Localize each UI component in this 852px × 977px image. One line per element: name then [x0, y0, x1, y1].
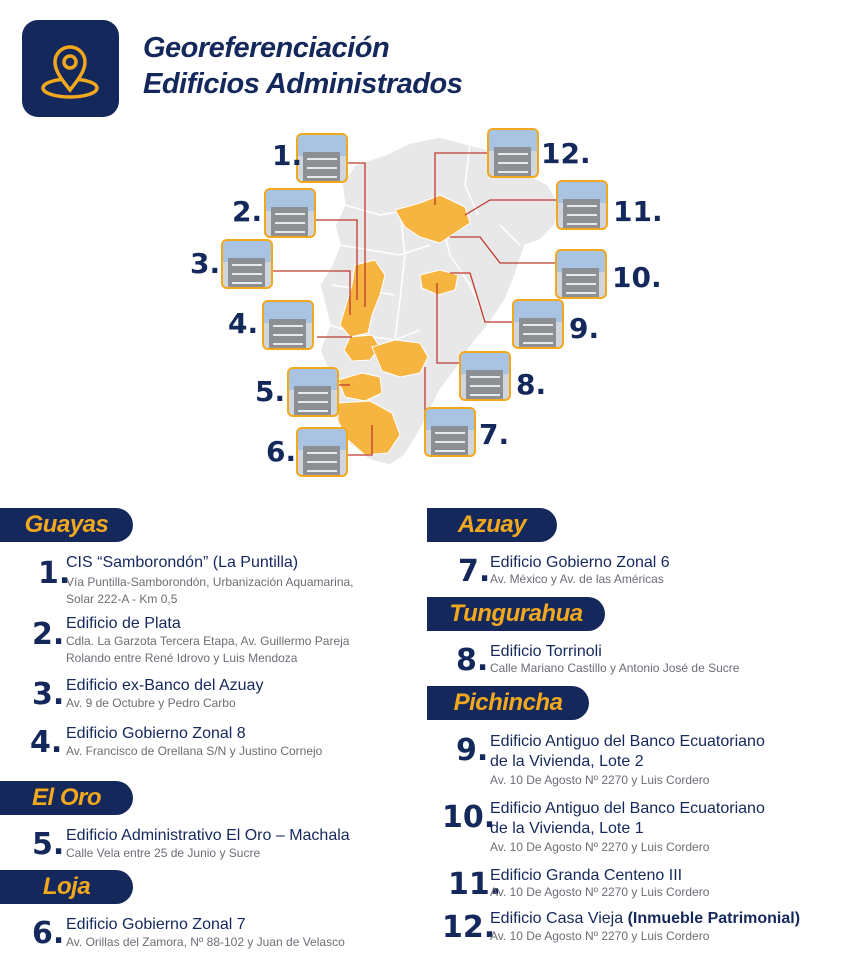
map-marker-8: 8. [516, 368, 547, 401]
item-name-bold: (Inmueble Patrimonial) [627, 910, 801, 927]
section-tungurahua: Tungurahua [427, 597, 605, 631]
title-line-2: Edificios Administrados [143, 68, 463, 100]
item-name [490, 909, 800, 929]
building-photo-2 [264, 188, 316, 238]
map-marker-7: 7. [479, 418, 510, 451]
item-address: Av. México y Av. de las Américas [490, 572, 664, 586]
map-marker-6: 6. [266, 435, 297, 468]
map-marker-3: 3. [190, 247, 221, 280]
building-photo-6 [296, 427, 348, 477]
building-photo-3 [221, 239, 273, 289]
location-pin-icon [22, 20, 119, 117]
item-number: 9. [456, 733, 489, 768]
map-marker-1: 1. [272, 139, 303, 172]
item-number: 1. [38, 556, 71, 591]
item-number: 3. [32, 677, 65, 712]
ecuador-map [0, 125, 852, 495]
item-name: CIS “Samborondón” (La Puntilla) [66, 554, 299, 571]
item-number: 2. [32, 617, 65, 652]
item-name: Edificio Administrativo El Oro – Machala [66, 827, 350, 844]
building-photo-10 [555, 249, 607, 299]
item-name: de la Vivienda, Lote 2 [490, 753, 644, 770]
item-number: 12. [442, 910, 496, 945]
item-name: de la Vivienda, Lote 1 [490, 820, 644, 837]
section-el-oro: El Oro [0, 781, 133, 815]
section-loja: Loja [0, 870, 133, 904]
item-address: Calle Vela entre 25 de Junio y Sucre [66, 846, 261, 860]
item-address: Av. 9 de Octubre y Pedro Carbo [66, 696, 236, 710]
item-name: Edificio Antiguo del Banco Ecuatoriano [490, 733, 765, 750]
section-pichincha: Pichincha [427, 686, 589, 720]
title-line-1: Georeferenciación [143, 32, 390, 64]
item-number: 5. [32, 827, 65, 862]
map-marker-5: 5. [255, 375, 286, 408]
building-photo-7 [424, 407, 476, 457]
item-name: Edificio Gobierno Zonal 8 [66, 725, 246, 742]
logo-badge [22, 20, 119, 117]
building-photo-5 [287, 367, 339, 417]
item-number: 4. [30, 725, 63, 760]
item-name: Edificio ex-Banco del Azuay [66, 677, 264, 694]
building-photo-8 [459, 351, 511, 401]
map-marker-2: 2. [232, 195, 263, 228]
item-name: Edificio Torrinoli [490, 643, 602, 660]
map-marker-4: 4. [228, 307, 259, 340]
item-address: Av. 10 De Agosto Nº 2270 y Luis Cordero [490, 773, 710, 787]
item-address: Rolando entre René Idrovo y Luis Mendoza [66, 651, 298, 665]
item-address: Av. 10 De Agosto Nº 2270 y Luis Cordero [490, 840, 710, 854]
item-name: Edificio Antiguo del Banco Ecuatoriano [490, 800, 765, 817]
map-marker-9: 9. [569, 312, 600, 345]
building-photo-1 [296, 133, 348, 183]
map-marker-10: 10. [612, 261, 662, 294]
section-guayas: Guayas [0, 508, 133, 542]
building-photo-11 [556, 180, 608, 230]
item-name: Edificio Gobierno Zonal 6 [490, 554, 670, 571]
item-address: Solar 222-A - Km 0,5 [66, 592, 178, 606]
item-address: Av. Orillas del Zamora, Nº 88-102 y Juan de Velasco [66, 935, 345, 949]
building-photo-9 [512, 299, 564, 349]
map-marker-12: 12. [541, 137, 591, 170]
section-azuay: Azuay [427, 508, 557, 542]
item-number: 11. [448, 867, 502, 902]
item-address: Av. 10 De Agosto Nº 2270 y Luis Cordero [490, 885, 710, 899]
item-number: 8. [456, 643, 489, 678]
item-address: Cdla. La Garzota Tercera Etapa, Av. Guillermo Pareja [66, 634, 350, 648]
item-number: 10. [442, 800, 496, 835]
page-title [143, 30, 462, 102]
item-number: 7. [458, 554, 491, 589]
item-name-text: Edificio Casa Vieja [490, 910, 624, 927]
item-address: Av. Francisco de Orellana S/N y Justino Cornejo [66, 744, 323, 758]
map-marker-11: 11. [613, 195, 663, 228]
item-name: Edificio Granda Centeno III [490, 867, 683, 884]
item-number: 6. [32, 916, 65, 951]
item-name: Edificio Gobierno Zonal 7 [66, 916, 246, 933]
item-address: Vía Puntilla-Samborondón, Urbanización Aquamarina, [66, 575, 354, 589]
building-photo-4 [262, 300, 314, 350]
item-address: Calle Mariano Castillo y Antonio José de Sucre [490, 661, 740, 675]
building-photo-12 [487, 128, 539, 178]
item-address: Av. 10 De Agosto Nº 2270 y Luis Cordero [490, 929, 710, 943]
item-name: Edificio de Plata [66, 615, 181, 632]
